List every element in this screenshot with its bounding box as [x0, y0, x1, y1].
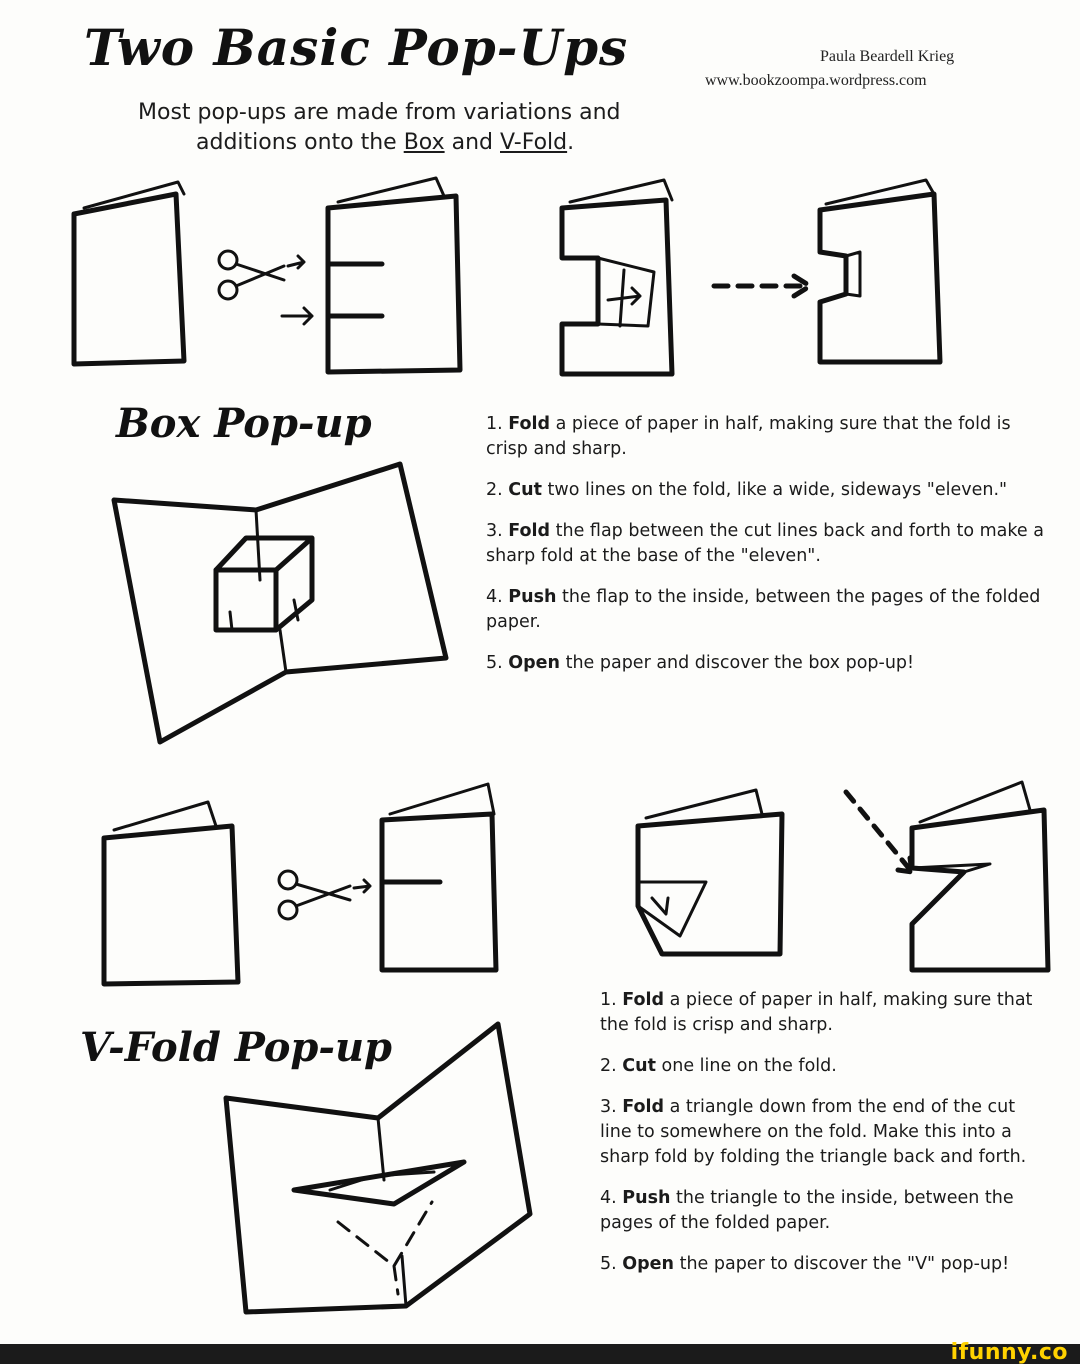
footer-bar	[0, 1344, 1080, 1364]
vfold-step-5: 5. Open the paper to discover the "V" pop-up!	[600, 1254, 1010, 1274]
scissors-icon	[272, 866, 382, 926]
box-step-2: 2. Cut two lines on the fold, like a wide, sideways "eleven."	[486, 480, 1008, 500]
box-step-5: 5. Open the paper and discover the box pop-up!	[486, 653, 915, 673]
subtitle	[138, 98, 778, 158]
author-website: www.bookzoompa.wordpress.com	[705, 72, 927, 89]
vfold-instructions	[600, 988, 1050, 1293]
box-popup-open-sketch	[100, 452, 460, 752]
vfold-step-2: 2. Cut one line on the fold.	[600, 1056, 837, 1076]
arrow-icon	[280, 300, 320, 330]
vfold-step-fold-triangle-sketch	[628, 786, 788, 966]
vfold-step-4: 4. Push the triangle to the inside, between the pages of the folded paper.	[600, 1188, 1014, 1233]
subtitle-line-1: Most pop-ups are made from variations and	[138, 100, 621, 125]
watermark[interactable]: ifunny.co	[950, 1340, 1068, 1365]
vfold-popup-open-sketch	[218, 1012, 558, 1322]
vfold-step-push-triangle-sketch	[892, 776, 1062, 976]
author-name: Paula Beardell Krieg	[820, 48, 955, 65]
page-title: Two Basic Pop-Ups	[84, 18, 629, 77]
box-step-1: 1. Fold a piece of paper in half, making sure that the fold is crisp and sharp.	[486, 414, 1011, 459]
vfold-step-1: 1. Fold a piece of paper in half, making sure that the fold is crisp and sharp.	[600, 990, 1033, 1035]
vfold-step-cut-paper-sketch	[368, 780, 528, 980]
box-popup-title: Box Pop-up	[116, 400, 372, 447]
scissors-icon	[212, 246, 312, 306]
box-step-cut-paper-sketch	[318, 172, 478, 382]
subtitle-line-2: additions onto the Box and V-Fold.	[196, 130, 575, 155]
vfold-step-folded-paper-sketch	[96, 796, 256, 996]
box-instructions	[486, 412, 1046, 692]
box-step-4: 4. Push the flap to the inside, between the pages of the folded paper.	[486, 587, 1041, 632]
box-step-3: 3. Fold the flap between the cut lines back and forth to make a sharp fold at the base of the "eleven".	[486, 521, 1044, 566]
box-step-fold-flap-sketch	[548, 176, 708, 386]
vfold-step-3: 3. Fold a triangle down from the end of the cut line to somewhere on the fold. Make this into a sharp fold by folding the triangle back and forth.	[600, 1097, 1027, 1167]
box-step-push-flap-sketch	[806, 176, 956, 386]
vfold-popup-title: V-Fold Pop-up	[80, 1024, 393, 1071]
box-step-folded-paper-sketch	[66, 176, 216, 376]
